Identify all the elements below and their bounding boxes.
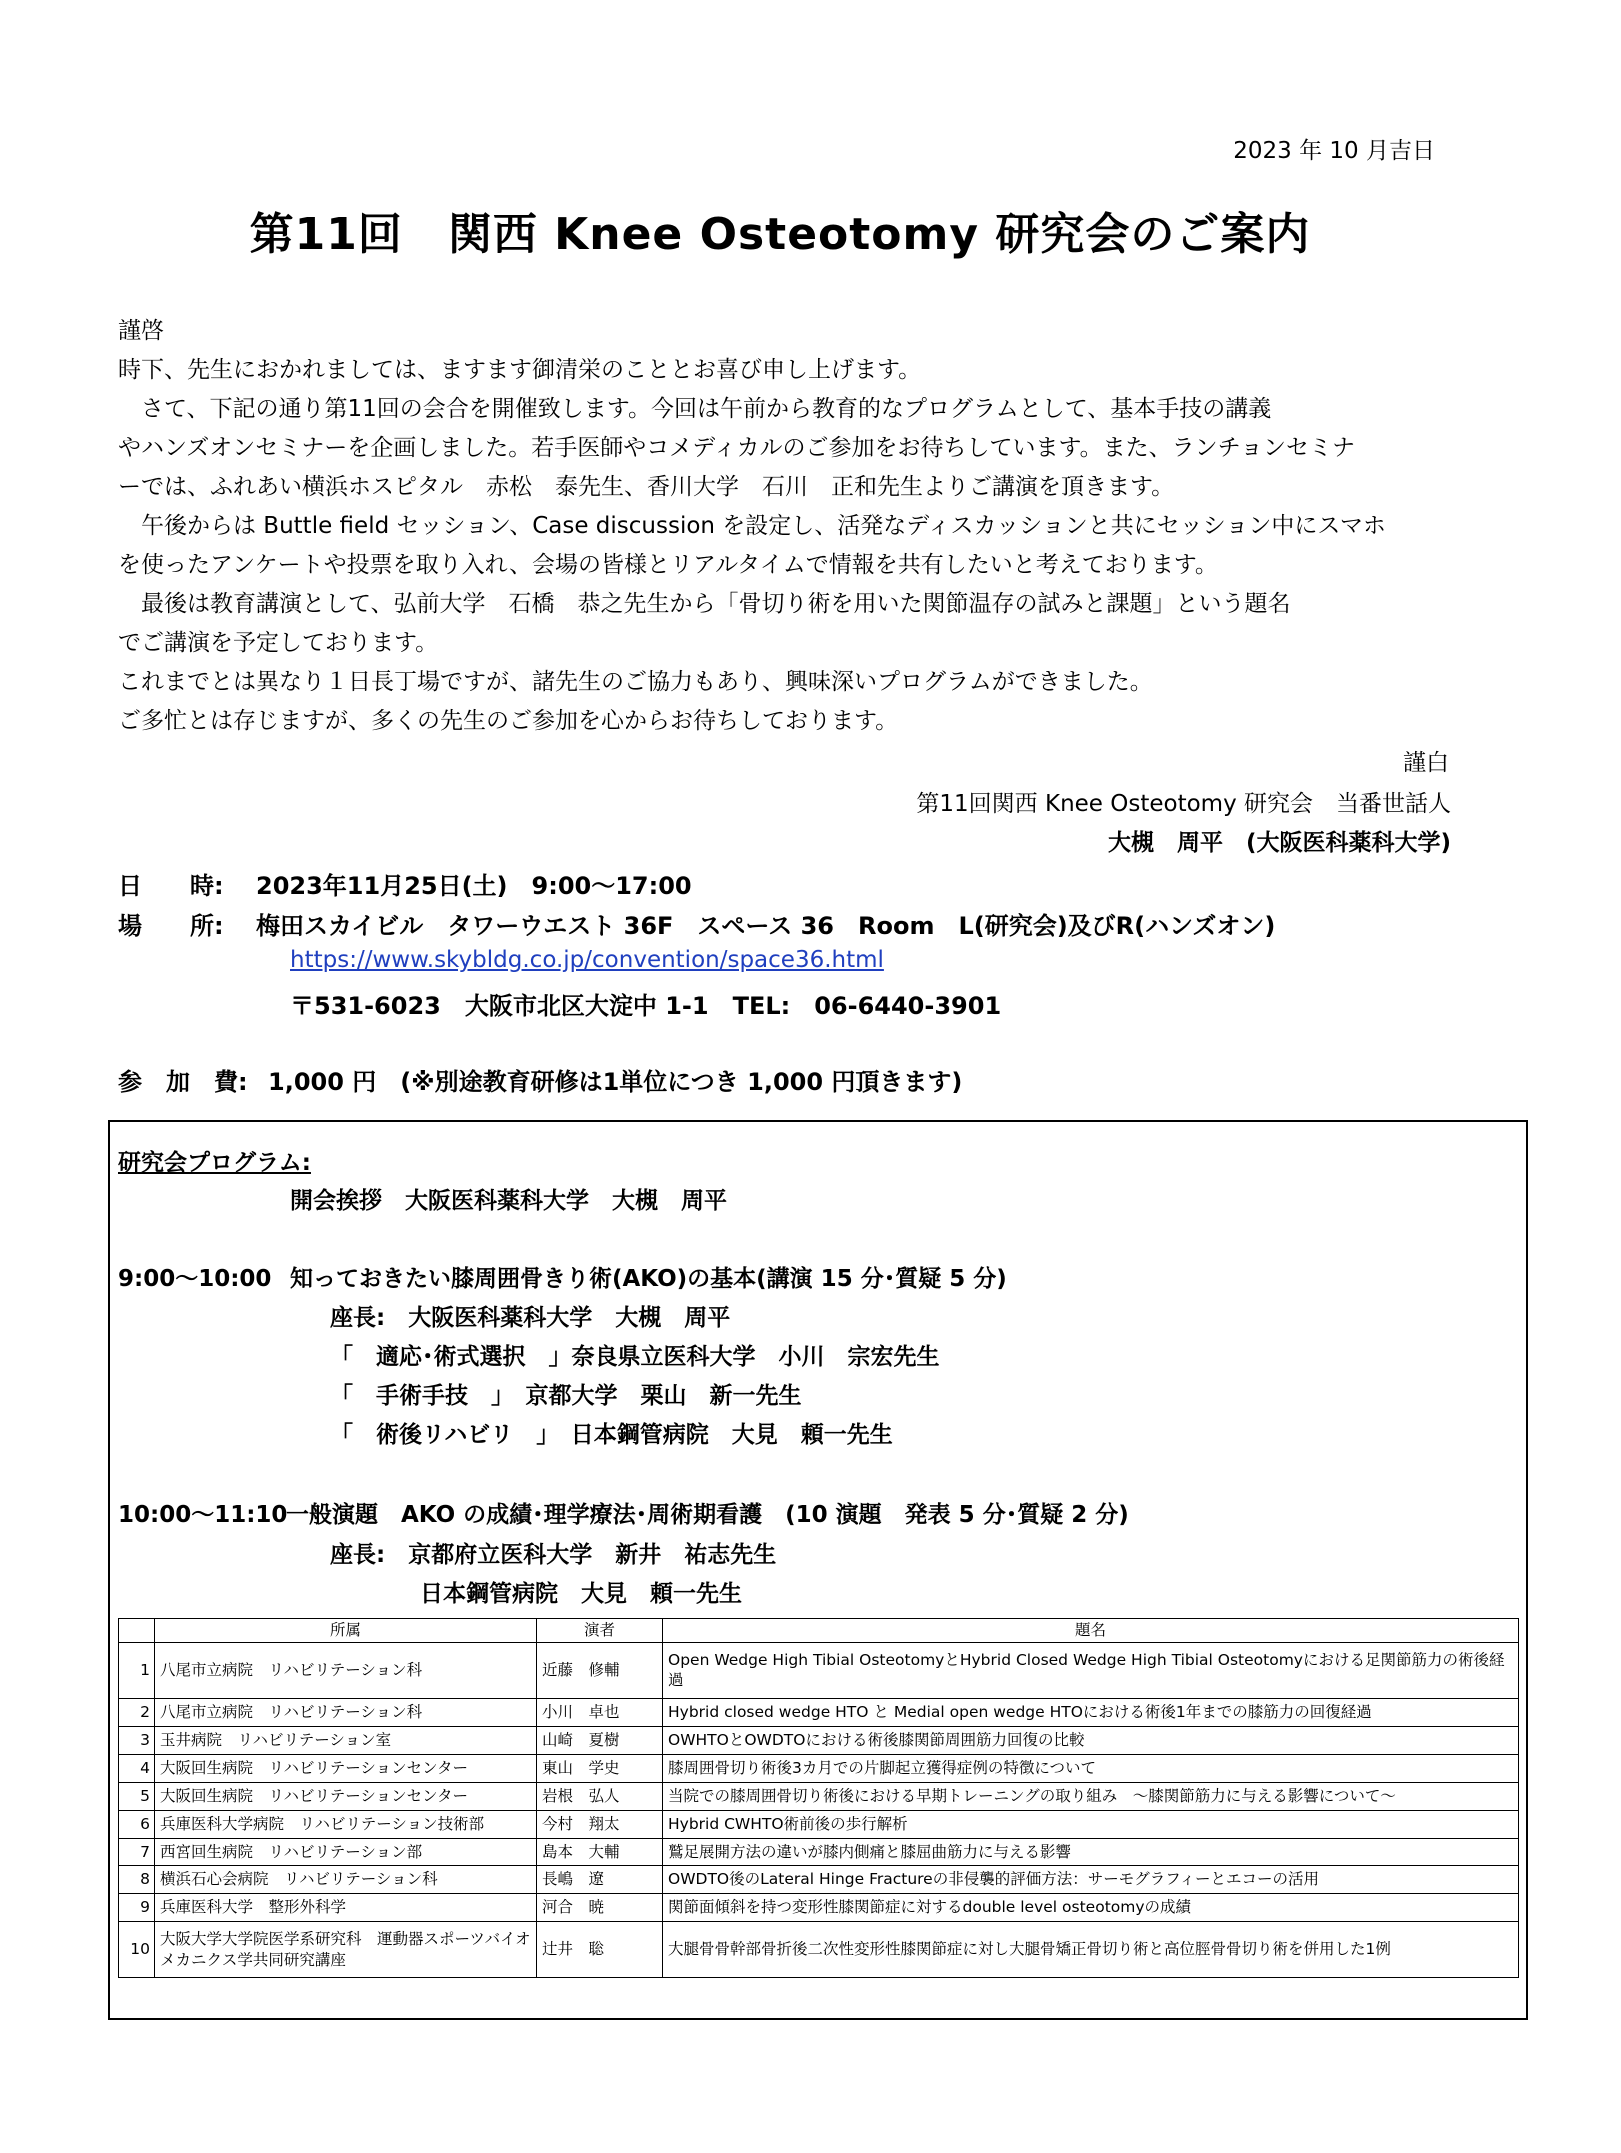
venue-address: 〒531-6023 大阪市北区大淀中 1-1 TEL: 06-6440-3901 <box>290 992 1002 1020</box>
row-affiliation: 八尾市立病院 リハビリテーション科 <box>155 1698 537 1726</box>
table-row <box>119 1922 1519 1978</box>
row-number: 1 <box>119 1642 155 1698</box>
table-row <box>119 1642 1519 1698</box>
row-affiliation: 八尾市立病院 リハビリテーション科 <box>155 1642 537 1698</box>
body-line: でご講演を予定しております。 <box>118 630 439 656</box>
greeting: 謹啓 <box>118 318 164 344</box>
program-heading: 研究会プログラム: <box>118 1150 311 1176</box>
row-title: 膝周囲骨切り術後3カ月での片脚起立獲得症例の特徴について <box>663 1754 1519 1782</box>
column-header-speaker: 演者 <box>537 1619 663 1643</box>
session1-title: 知っておきたい膝周囲骨きり術(AKO)の基本(講演 15 分･質疑 5 分) <box>290 1266 1007 1292</box>
row-affiliation: 西宮回生病院 リハビリテーション部 <box>155 1838 537 1866</box>
document-date: 2023 年 10 月吉日 <box>1233 138 1435 164</box>
body-line: やハンズオンセミナーを企画しました。若手医師やコメディカルのご参加をお待ちしています。また、ランチョンセミナ <box>118 435 1355 461</box>
table-row <box>119 1894 1519 1922</box>
row-speaker: 近藤 修輔 <box>537 1642 663 1698</box>
venue-url-link[interactable]: https://www.skybldg.co.jp/convention/space36.html <box>290 947 884 973</box>
row-number: 7 <box>119 1838 155 1866</box>
row-affiliation: 大阪回生病院 リハビリテーションセンター <box>155 1782 537 1810</box>
page-title: 第11回 関西 Knee Osteotomy 研究会のご案内 <box>249 209 1311 260</box>
row-speaker: 長嶋 遼 <box>537 1866 663 1894</box>
host: 大槻 周平 (大阪医科薬科大学) <box>1107 830 1451 856</box>
body-line: ご多忙とは存じますが、多くの先生のご参加を心からお待ちしております。 <box>118 708 899 734</box>
row-speaker: 岩根 弘人 <box>537 1782 663 1810</box>
body-line: を使ったアンケートや投票を取り入れ、会場の皆様とリアルタイムで情報を共有したいと考えております。 <box>118 552 1218 578</box>
body-line: さて、下記の通り第11回の会合を開催致します。今回は午前から教育的なプログラムとして、基本手技の講義 <box>118 396 1272 422</box>
row-title: Hybrid closed wedge HTO と Medial open wedge HTOにおける術後1年までの膝筋力の回復経過 <box>663 1698 1519 1726</box>
column-header-title: 題名 <box>663 1619 1519 1643</box>
row-speaker: 小川 卓也 <box>537 1698 663 1726</box>
row-title: OWDTO後のLateral Hinge Fractureの非侵襲的評価方法：サーモグラフィーとエコーの活用 <box>663 1866 1519 1894</box>
table-row <box>119 1810 1519 1838</box>
row-number: 5 <box>119 1782 155 1810</box>
session1-time: 9:00～10:00 <box>118 1266 272 1292</box>
row-speaker: 山崎 夏樹 <box>537 1726 663 1754</box>
session1-talk: 「 手術手技 」 京都大学 栗山 新一先生 <box>330 1383 802 1409</box>
row-title: Hybrid CWHTO術前後の歩行解析 <box>663 1810 1519 1838</box>
datetime-value: 2023年11月25日(土) 9:00～17:00 <box>256 872 692 900</box>
closing: 謹白 <box>1403 750 1449 776</box>
body-line: これまでとは異なり１日長丁場ですが、諸先生のご協力もあり、興味深いプログラムができました。 <box>118 669 1153 695</box>
row-title: Open Wedge High Tibial OsteotomyとHybrid Closed Wedge High Tibial Osteotomyにおける足関節筋力の術後経過 <box>663 1642 1519 1698</box>
row-speaker: 辻井 聡 <box>537 1922 663 1978</box>
table-row <box>119 1838 1519 1866</box>
table-row <box>119 1866 1519 1894</box>
session2-chair: 座長: 京都府立医科大学 新井 祐志先生 <box>330 1542 777 1568</box>
row-affiliation: 兵庫医科大学 整形外科学 <box>155 1894 537 1922</box>
body-line: 午後からは Buttle field セッション、Case discussion を設定し、活発なディスカッションと共にセッション中にスマホ <box>118 513 1386 539</box>
column-header-affiliation: 所属 <box>155 1619 537 1643</box>
row-title: 当院での膝周囲骨切り術後における早期トレーニングの取り組み ～膝関節筋力に与える影響について～ <box>663 1782 1519 1810</box>
row-speaker: 今村 翔太 <box>537 1810 663 1838</box>
opening-remarks: 開会挨拶 大阪医科薬科大学 大槻 周平 <box>290 1188 727 1214</box>
row-affiliation: 大阪大学大学院医学系研究科 運動器スポーツバイオメカニクス学共同研究講座 <box>155 1922 537 1978</box>
fee-label: 参 加 費: <box>118 1068 248 1096</box>
venue-value: 梅田スカイビル タワーウエスト 36F スペース 36 Room L(研究会)及びR(ハンズオン) <box>256 912 1276 940</box>
row-number: 9 <box>119 1894 155 1922</box>
row-number: 3 <box>119 1726 155 1754</box>
row-affiliation: 玉井病院 リハビリテーション室 <box>155 1726 537 1754</box>
row-speaker: 島本 大輔 <box>537 1838 663 1866</box>
abstracts-table <box>118 1618 1519 1978</box>
session2-time: 10:00～11:10 <box>118 1502 288 1528</box>
row-speaker: 河合 暁 <box>537 1894 663 1922</box>
body-line: 最後は教育講演として、弘前大学 石橋 恭之先生から「骨切り術を用いた関節温存の試みと課題」という題名 <box>118 591 1291 617</box>
session1-chair: 座長: 大阪医科薬科大学 大槻 周平 <box>330 1305 731 1331</box>
organizer: 第11回関西 Knee Osteotomy 研究会 当番世話人 <box>916 791 1451 817</box>
table-row <box>119 1698 1519 1726</box>
row-title: 大腿骨骨幹部骨折後二次性変形性膝関節症に対し大腿骨矯正骨切り術と高位脛骨骨切り術を併用した1例 <box>663 1922 1519 1978</box>
table-row <box>119 1726 1519 1754</box>
session2-title: 一般演題 AKO の成績･理学療法･周術期看護 (10 演題 発表 5 分･質疑 2 分) <box>286 1502 1129 1528</box>
row-number: 4 <box>119 1754 155 1782</box>
row-affiliation: 横浜石心会病院 リハビリテーション科 <box>155 1866 537 1894</box>
row-title: OWHTOとOWDTOにおける術後膝関節周囲筋力回復の比較 <box>663 1726 1519 1754</box>
session1-talk: 「 適応･術式選択 」奈良県立医科大学 小川 宗宏先生 <box>330 1344 940 1370</box>
datetime-label: 日 時: <box>118 872 224 900</box>
row-number: 6 <box>119 1810 155 1838</box>
table-header-row <box>119 1619 1519 1643</box>
table-row <box>119 1782 1519 1810</box>
column-header-no <box>119 1619 155 1643</box>
table-row <box>119 1754 1519 1782</box>
row-speaker: 東山 学史 <box>537 1754 663 1782</box>
venue-label: 場 所: <box>118 912 224 940</box>
row-affiliation: 兵庫医科大学病院 リハビリテーション技術部 <box>155 1810 537 1838</box>
row-number: 10 <box>119 1922 155 1978</box>
session2-chair: 日本鋼管病院 大見 頼一先生 <box>420 1581 742 1607</box>
row-number: 2 <box>119 1698 155 1726</box>
body-line: ーでは、ふれあい横浜ホスピタル 赤松 泰先生、香川大学 石川 正和先生よりご講演を頂きます。 <box>118 474 1175 500</box>
session1-talk: 「 術後リハビリ 」 日本鋼管病院 大見 頼一先生 <box>330 1422 893 1448</box>
fee-value: 1,000 円 (※別途教育研修は1単位につき 1,000 円頂きます) <box>268 1068 963 1096</box>
row-title: 鷲足展開方法の違いが膝内側痛と膝屈曲筋力に与える影響 <box>663 1838 1519 1866</box>
row-number: 8 <box>119 1866 155 1894</box>
row-title: 関節面傾斜を持つ変形性膝関節症に対するdouble level osteotomyの成績 <box>663 1894 1519 1922</box>
row-affiliation: 大阪回生病院 リハビリテーションセンター <box>155 1754 537 1782</box>
body-line: 時下、先生におかれましては、ますます御清栄のこととお喜び申し上げます。 <box>118 357 922 383</box>
